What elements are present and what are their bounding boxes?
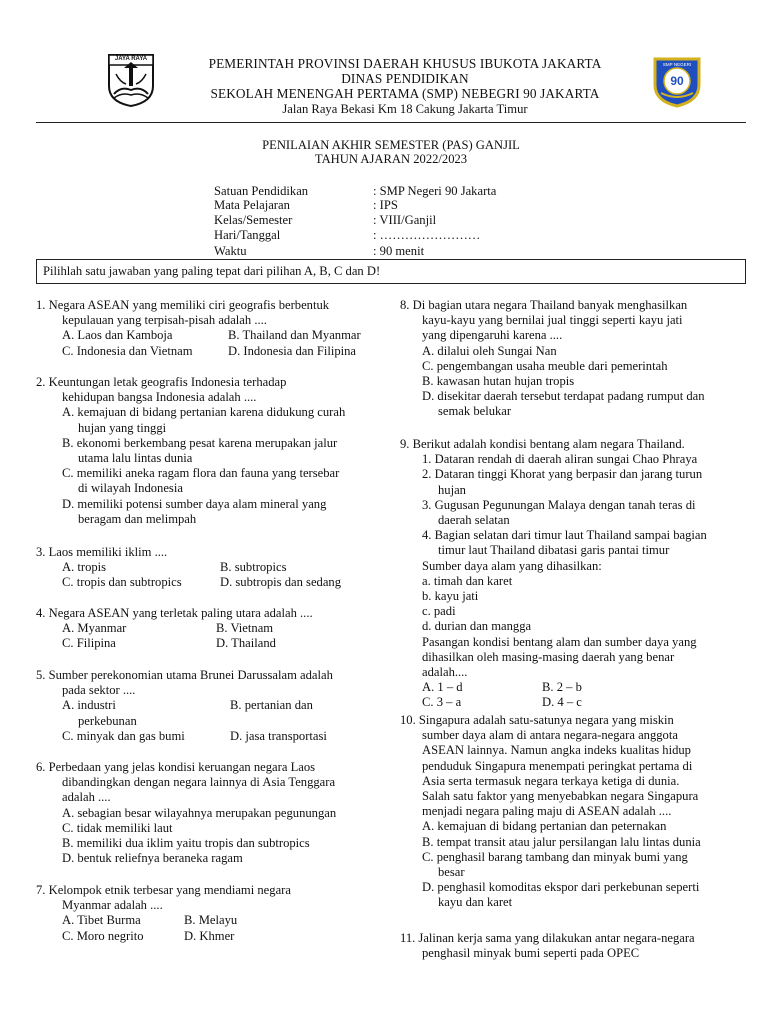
header-line-1: PEMERINTAH PROVINSI DAERAH KHUSUS IBUKOTA JAKARTA [208,56,602,71]
option-d[interactable]: D. Indonesia dan Filipina [228,343,357,358]
question-text: 2. Keuntungan letak geografis Indonesia terhadap [36,375,287,389]
option-b-cont: utama lalu lintas dunia [78,451,193,466]
option-b[interactable]: B. 2 – b [542,680,582,695]
option-c[interactable]: C. penghasil barang tambang dan minyak bumi yang [422,849,688,864]
option-a[interactable]: A. kemajuan di bidang pertanian dan peternakan [422,819,667,834]
question-text: 7. Kelompok etnik terbesar yang mendiami negara [36,883,291,897]
question-text: Asia serta termasuk negara terkaya ketiga di dunia. [422,773,680,788]
question-text: ASEAN lainnya. Namun angka indeks kualitas hidup [422,743,691,758]
question-text: dibandingkan dengan negara lainnya di Asia Tenggara [62,775,336,790]
option-d[interactable]: D. bentuk reliefnya beraneka ragam [62,851,243,866]
question-4 [36,606,386,652]
resource-a: a. timah dan karet [422,573,513,588]
question-3 [36,545,386,591]
header-divider [36,122,746,123]
option-c[interactable]: C. Indonesia dan Vietnam [62,343,193,358]
meta-label: Mata Pelajaran [214,198,290,212]
option-b[interactable]: B. kawasan hutan hujan tropis [422,374,575,389]
option-d[interactable]: D. Thailand [216,636,276,651]
exam-title: PENILAIAN AKHIR SEMESTER (PAS) GANJIL [262,138,520,152]
option-a[interactable]: A. sebagian besar wilayahnya merupakan pegunungan [62,805,337,820]
question-text: Myanmar adalah .... [62,898,163,913]
option-d[interactable]: D. jasa transportasi [230,728,327,743]
option-b[interactable]: B. subtropics [220,560,287,575]
question-text: 1. Negara ASEAN yang memiliki ciri geografis berbentuk [36,298,330,312]
condition-1: 1. Dataran rendah di daerah aliran sungai Chao Phraya [422,452,698,467]
option-c-cont: di wilayah Indonesia [78,481,183,496]
meta-value: : 90 menit [373,244,425,258]
question-6 [36,760,386,866]
condition-3-cont: daerah selatan [438,513,510,528]
option-d[interactable]: D. 4 – c [542,695,582,710]
question-text: 10. Singapura adalah satu-satunya negara yang miskin [400,713,674,727]
option-b[interactable]: B. Vietnam [216,621,274,636]
option-c[interactable]: C. tropis dan subtropics [62,575,182,590]
meta-value: : …………………… [373,228,481,242]
option-a[interactable]: A. kemajuan di bidang pertanian karena didukung curah [62,405,346,420]
option-d-cont: beragam dan melimpah [78,511,197,526]
option-c[interactable]: C. Filipina [62,636,116,651]
question-text: kayu-kayu yang bernilai jual tinggi seperti kayu jati [422,313,683,328]
question-text: 6. Perbedaan yang jelas kondisi keruangan negara Laos [36,760,316,774]
exam-year: TAHUN AJARAN 2022/2023 [314,152,468,166]
condition-2-cont: hujan [438,482,466,497]
meta-value: : VIII/Ganjil [373,213,437,227]
question-text: 9. Berikut adalah kondisi bentang alam negara Thailand. [400,437,685,451]
question-text: adalah.... [422,665,468,680]
option-b[interactable]: B. Thailand dan Myanmar [228,328,361,343]
jaya-raya-logo [106,52,156,108]
question-text: adalah .... [62,790,111,805]
instruction-bottom-rule [36,283,746,284]
resource-c: c. padi [422,604,456,619]
option-d-cont: semak belukar [438,404,512,419]
question-text: 5. Sumber perekonomian utama Brunei Darussalam adalah [36,668,333,682]
option-c[interactable]: C. minyak dan gas bumi [62,728,185,743]
condition-4-cont: timur laut Thailand dibatasi garis pantai timur [438,543,670,558]
meta-value: : IPS [373,198,398,212]
question-text: 8. Di bagian utara negara Thailand banyak menghasilkan [400,298,688,312]
question-text: menjadi negara paling maju di ASEAN adalah .... [422,804,672,819]
header-line-3: SEKOLAH MENENGAH PERTAMA (SMP) NEBEGRI 90 JAKARTA [210,86,600,101]
question-2 [36,375,386,527]
option-d[interactable]: D. penghasil komoditas ekspor dari perkebunan seperti [422,880,700,895]
question-5 [36,668,386,744]
option-b[interactable]: B. Melayu [184,913,238,928]
question-text: sumber daya alam di antara negara-negara anggota [422,728,678,743]
option-a[interactable]: A. 1 – d [422,680,463,695]
meta-value: : SMP Negeri 90 Jakarta [373,184,497,198]
meta-label: Satuan Pendidikan [214,184,309,198]
option-b[interactable]: B. ekonomi berkembang pesat karena merupakan jalur [62,435,338,450]
condition-3: 3. Gugusan Pegunungan Malaya dengan tanah teras di [422,497,696,512]
option-a-cont: hujan yang tinggi [78,420,167,435]
question-text: penghasil minyak bumi seperti pada OPEC [422,946,640,961]
question-text: penduduk Singapura menempati peringkat pertama di [422,758,693,773]
option-d[interactable]: D. Khmer [184,928,235,943]
option-a[interactable]: A. industri [62,698,116,713]
option-b[interactable]: B. tempat transit atau jalur persilangan lalu lintas dunia [422,834,701,849]
option-c[interactable]: C. tidak memiliki laut [62,820,173,835]
option-c-cont: besar [438,865,465,880]
meta-label: Kelas/Semester [214,213,293,227]
question-text: Salah satu faktor yang menyebabkan negara Singapura [422,789,699,804]
jaya-raya-logo-text: JAYA RAYA [114,56,148,62]
school-logo-number: 90 [670,74,684,88]
question-text: kehidupan bangsa Indonesia adalah .... [62,390,257,405]
question-9 [400,437,750,711]
option-c[interactable]: C. Moro negrito [62,928,144,943]
option-a[interactable]: A. Laos dan Kamboja [62,328,173,343]
question-text: Pasangan kondisi bentang alam dan sumber daya yang [422,634,697,649]
header-line-2: DINAS PENDIDIKAN [341,71,469,86]
question-text: yang dipengaruhi karena .... [422,328,563,343]
condition-2: 2. Dataran tinggi Khorat yang berpasir dan jarang turun [422,467,703,482]
option-d[interactable]: D. disekitar daerah tersebut terdapat padang rumput dan [422,389,705,404]
option-b[interactable]: B. memiliki dua iklim yaitu tropis dan subtropics [62,836,310,851]
school-logo [651,55,703,108]
option-b[interactable]: B. pertanian dan [230,698,313,713]
option-a[interactable]: A. tropis [62,560,107,575]
question-text: kepulauan yang terpisah-pisah adalah .... [62,313,267,328]
header-address: Jalan Raya Bekasi Km 18 Cakung Jakarta Timur [282,102,528,116]
question-text: 11. Jalinan kerja sama yang dilakukan antar negara-negara [400,931,695,945]
resource-heading: Sumber daya alam yang dihasilkan: [422,558,602,573]
option-c[interactable]: C. pengembangan usaha meuble dari pemerintah [422,358,668,373]
resource-b: b. kayu jati [422,589,479,604]
school-logo-caption: SMP NEGERI [662,62,692,67]
instruction-text: Pilihlah satu jawaban yang paling tepat dari pilihan A, B, C dan D! [43,264,381,278]
option-d[interactable]: D. subtropis dan sedang [220,575,342,590]
question-text: dihasilkan oleh masing-masing daerah yang benar [422,649,675,664]
option-d[interactable]: D. memiliki potensi sumber daya alam mineral yang [62,496,327,511]
question-text: pada sektor .... [62,683,136,698]
option-c[interactable]: C. memiliki aneka ragam flora dan fauna yang tersebar [62,466,340,481]
option-a[interactable]: A. Tibet Burma [62,913,141,928]
question-7 [36,883,386,944]
meta-label: Waktu [214,244,247,258]
option-c[interactable]: C. 3 – a [422,695,462,710]
meta-label: Hari/Tanggal [214,228,281,242]
question-11 [400,931,750,961]
option-a[interactable]: A. dilalui oleh Sungai Nan [422,343,557,358]
question-1 [36,298,386,359]
question-text: 4. Negara ASEAN yang terletak paling utara adalah .... [36,606,313,620]
question-10 [400,713,750,911]
option-d-cont: kayu dan karet [438,895,513,910]
question-text: 3. Laos memiliki iklim .... [36,545,168,559]
option-a-cont: perkebunan [78,713,137,728]
option-a[interactable]: A. Myanmar [62,621,127,636]
condition-4: 4. Bagian selatan dari timur laut Thailand sampai bagian [422,528,707,543]
resource-d: d. durian dan mangga [422,619,532,634]
question-8 [400,298,750,420]
